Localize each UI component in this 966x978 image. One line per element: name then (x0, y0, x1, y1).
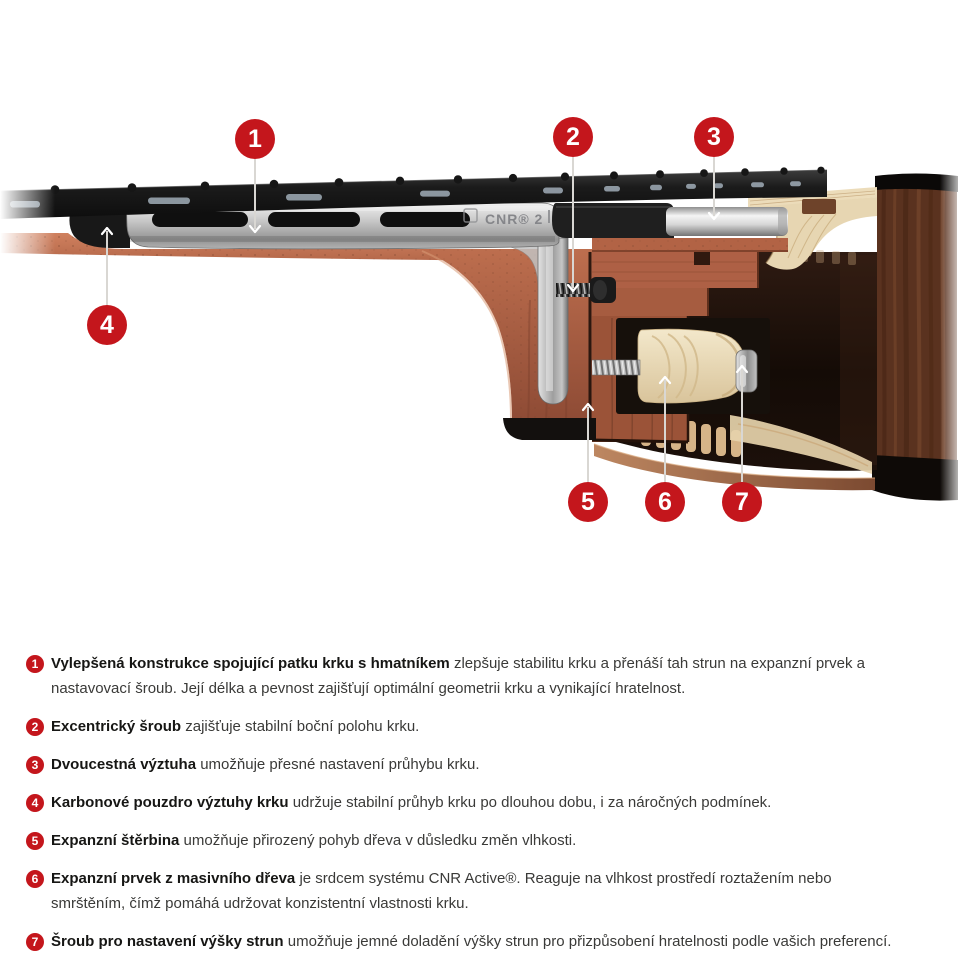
legend-term-2: Excentrický šroub (51, 718, 182, 735)
bracket-slots (152, 212, 470, 227)
legend-desc-2: zajišťuje stabilní boční polohu krku. (185, 718, 420, 735)
legend-text-1 (51, 651, 904, 701)
callout-badge-4: 4 (87, 305, 127, 345)
legend-text-2 (51, 714, 419, 739)
legend-desc-4: udržuje stabilní průhyb krku po dlouhou dobu, i za náročných podmínek. (292, 794, 772, 811)
bracket-vertical-leg (538, 238, 568, 404)
legend-desc-6: je srdcem systému CNR Active®. Reaguje na vlhkost prostředí roztažením nebo smrštěním, čímž pomáhá udržovat konzistentní vlastnosti krku. (51, 870, 832, 912)
legend-text-4 (51, 790, 771, 815)
callout-badge-2: 2 (553, 117, 593, 157)
legend-item-1 (26, 651, 904, 701)
legend-text-6 (51, 866, 904, 916)
legend-item-4 (26, 790, 904, 815)
callout-badge-6: 6 (645, 482, 685, 522)
legend-term-4: Karbonové pouzdro výztuhy krku (51, 794, 289, 811)
expansion-wood-block (638, 329, 746, 403)
legend-term-6: Expanzní prvek z masivního dřeva (51, 870, 296, 887)
legend-badge-4: 4 (26, 794, 44, 812)
legend-item-7 (26, 929, 904, 954)
callout-badge-5: 5 (568, 482, 608, 522)
legend-badge-6: 6 (26, 870, 44, 888)
dovetail-slot (694, 252, 710, 265)
legend-text-3 (51, 752, 480, 777)
callout-badge-3: 3 (694, 117, 734, 157)
legend-desc-7: umožňuje jemné doladění výšky strun pro přizpůsobení hratelnosti podle vašich preferencí. (287, 933, 892, 950)
legend-text-5 (51, 828, 576, 853)
cnr-engraving: CNR® 2 (485, 211, 544, 227)
legend-desc-5: umožňuje přirozený pohyb dřeva v důsledku změn vlhkosti. (183, 832, 577, 849)
legend-badge-3: 3 (26, 756, 44, 774)
legend-term-7: Šroub pro nastavení výšky strun (51, 933, 284, 950)
neck-block-notch (802, 199, 836, 214)
legend (26, 651, 904, 967)
legend-item-5 (26, 828, 904, 853)
legend-term-5: Expanzní štěrbina (51, 832, 180, 849)
legend-item-6 (26, 866, 904, 916)
legend-badge-2: 2 (26, 718, 44, 736)
legend-desc-3: umožňuje přesné nastavení průhybu krku. (200, 756, 480, 773)
legend-text-7 (51, 929, 891, 954)
legend-item-3 (26, 752, 904, 777)
heel-cap (503, 418, 596, 440)
legend-term-1: Vylepšená konstrukce spojující patku krku s hmatníkem (51, 655, 450, 672)
callout-badge-7: 7 (722, 482, 762, 522)
cavity-side-glow (840, 255, 877, 465)
legend-badge-5: 5 (26, 832, 44, 850)
legend-badge-7: 7 (26, 933, 44, 951)
right-vignette (940, 160, 966, 510)
left-vignette (0, 150, 55, 295)
callout-badge-1: 1 (235, 119, 275, 159)
legend-item-2 (26, 714, 904, 739)
legend-term-3: Dvoucestná výztuha (51, 756, 197, 773)
legend-badge-1: 1 (26, 655, 44, 673)
legend-desc-1: zlepšuje stabilitu krku a přenáší tah strun na expanzní prvek a nastavovací šroub. Její délka a pevnost zajišťují optimální geometrii krku a vynikající hratelnost. (51, 655, 866, 697)
truss-rod-tube (666, 207, 788, 236)
carbon-sleeve-joint (552, 203, 674, 238)
